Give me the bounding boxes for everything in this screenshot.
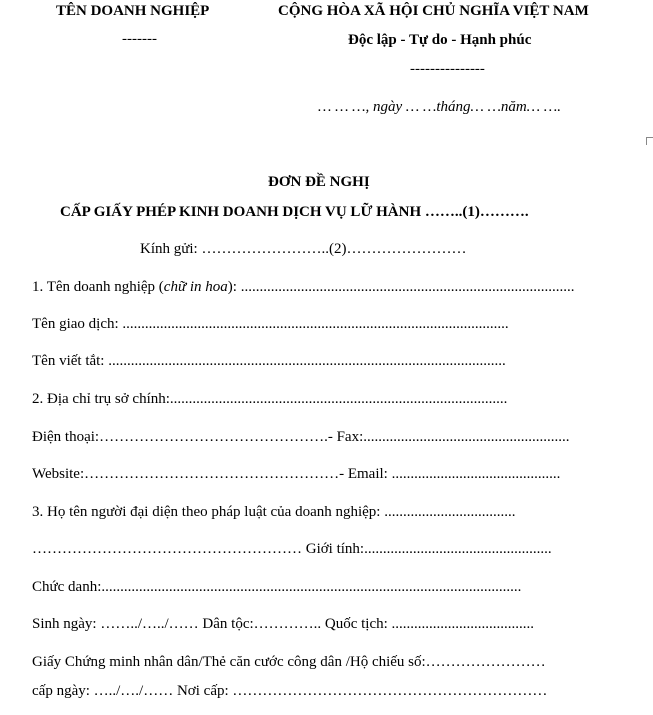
- recipient-line: Kính gửi: ……………………..(2)……………………: [140, 241, 467, 257]
- short-name-field: Tên viết tắt: ..........................................................................................................: [32, 353, 506, 369]
- head-office-field: 2. Địa chỉ trụ sở chính:..........................................................................................: [32, 391, 508, 407]
- company-name-header: TÊN DOANH NGHIỆP: [56, 3, 210, 19]
- phone-fax-field: Điện thoại:……………………………………….- Fax:.......................................................: [32, 429, 570, 445]
- republic-title: CỘNG HÒA XÃ HỘI CHỦ NGHĨA VIỆT NAM: [278, 3, 589, 19]
- birth-field: Sinh ngày: ……../…../…… Dân tộc:………….. Quốc tịch: ......................................: [32, 616, 535, 632]
- company-name-blank: ): .........................................................................................: [227, 279, 575, 295]
- company-name-label: 1. Tên doanh nghiệp (: [32, 279, 164, 295]
- position-field: Chức danh:................................................................................................................: [32, 579, 522, 595]
- trade-name-field: Tên giao dịch: .......................................................................................................: [32, 316, 509, 332]
- id-document-field: Giấy Chứng minh nhân dân/Thẻ căn cước công dân /Hộ chiếu số:……………………: [32, 654, 546, 670]
- company-name-note: chữ in hoa: [163, 279, 228, 295]
- representative-field: 3. Họ tên người đại diện theo pháp luật của doanh nghiệp: ...................................: [32, 504, 516, 520]
- gender-field: ……………………………………………… Giới tính:..................................................: [32, 541, 552, 557]
- motto-dashes: ---------------: [410, 61, 485, 77]
- company-dashes: -------: [122, 31, 157, 47]
- document-title: ĐƠN ĐỀ NGHỊ: [268, 174, 370, 190]
- company-name-field: [32, 278, 574, 296]
- date-line: … … …, ngày … …tháng… …năm… ….: [318, 99, 561, 115]
- issue-field: cấp ngày: …../…./…… Nơi cấp: ………………………………………………………: [32, 683, 548, 699]
- website-email-field: Website:……………………………………………- Email: .............................................: [32, 466, 561, 482]
- document-subtitle: CẤP GIẤY PHÉP KINH DOANH DỊCH VỤ LỮ HÀNH ……..(1)……….: [60, 204, 529, 220]
- national-motto: Độc lập - Tự do - Hạnh phúc: [348, 32, 532, 48]
- paragraph-mark-icon: [646, 137, 653, 145]
